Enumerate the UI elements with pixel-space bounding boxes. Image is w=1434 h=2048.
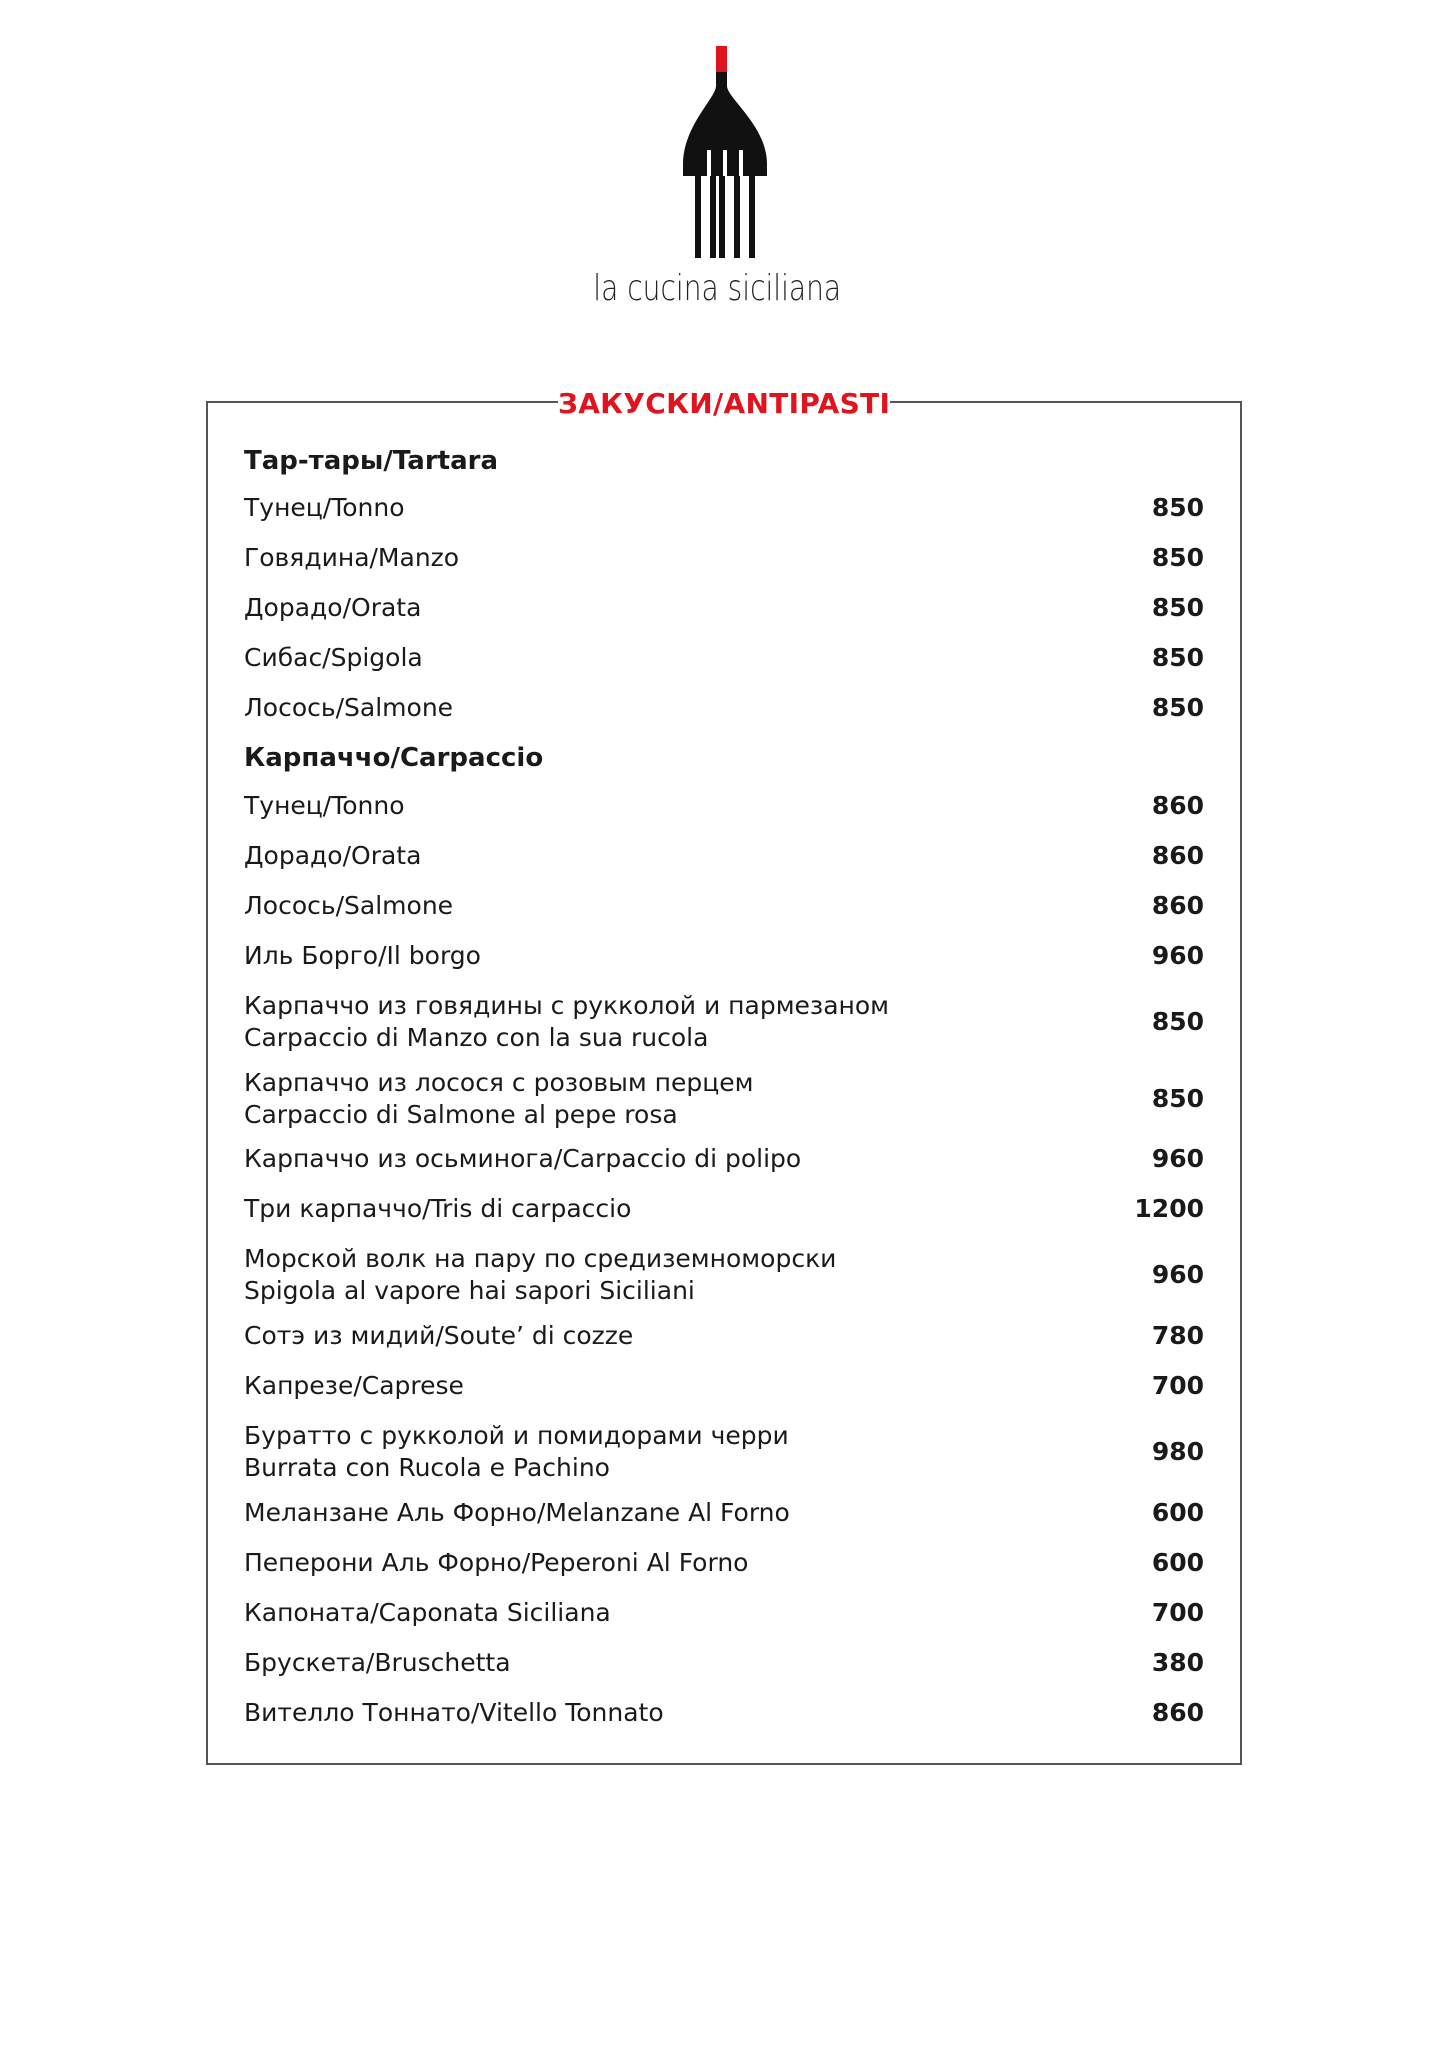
item-name: Морской волк на пару по средиземноморски — [244, 1244, 837, 1273]
item-name: Буратто с рукколой и помидорами черри — [244, 1421, 789, 1450]
fork-bottle-icon — [683, 46, 767, 258]
item-name: Капоната/Caponata Siciliana — [244, 1598, 611, 1627]
item-name: Вителло Тоннато/Vitello Tonnato — [244, 1698, 664, 1727]
item-name: Сотэ из мидий/Soute’ di cozze — [244, 1321, 634, 1350]
menu-item — [244, 542, 1204, 574]
menu-item — [244, 840, 1204, 872]
item-price: 850 — [1151, 543, 1204, 572]
item-name: Лосось/Salmone — [244, 693, 454, 722]
menu-item — [244, 642, 1204, 674]
item-price: 960 — [1151, 1144, 1204, 1173]
menu-item — [244, 1420, 1204, 1484]
section-title: ЗАКУСКИ/ANTIPASTI — [558, 384, 890, 424]
item-price: 700 — [1151, 1598, 1204, 1627]
item-name: Говядина/Manzo — [244, 543, 460, 572]
menu-item — [244, 1547, 1204, 1579]
menu-item — [244, 1193, 1204, 1225]
item-name: Иль Борго/Il borgo — [244, 941, 481, 970]
item-price: 700 — [1151, 1371, 1204, 1400]
item-price: 380 — [1151, 1648, 1204, 1677]
menu-item — [244, 790, 1204, 822]
item-name: Брускета/Bruschetta — [244, 1648, 511, 1677]
menu-item — [244, 692, 1204, 724]
item-name: Дорадо/Orata — [244, 841, 422, 870]
item-name-italian: Spigola al vapore hai sapori Siciliani — [244, 1276, 695, 1305]
item-price: 860 — [1151, 891, 1204, 920]
logo — [0, 0, 1434, 330]
category-title: Карпаччо/Carpaccio — [244, 743, 544, 773]
item-price: 860 — [1151, 791, 1204, 820]
menu-item — [244, 1320, 1204, 1352]
item-price: 850 — [1151, 1084, 1204, 1113]
menu-item — [244, 1647, 1204, 1679]
item-price: 600 — [1151, 1498, 1204, 1527]
item-price: 960 — [1151, 1260, 1204, 1289]
item-name: Три карпаччо/Tris di carpaccio — [244, 1194, 632, 1223]
item-name: Тунец/Tonno — [244, 791, 405, 820]
item-name: Меланзане Аль Форно/Melanzane Al Forno — [244, 1498, 790, 1527]
item-price: 960 — [1151, 941, 1204, 970]
item-name: Пеперони Аль Форно/Peperoni Al Forno — [244, 1548, 749, 1577]
menu-item — [244, 1497, 1204, 1529]
menu-item — [244, 1243, 1204, 1307]
item-name: Тунец/Tonno — [244, 493, 405, 522]
item-name-italian: Carpaccio di Manzo con la sua rucola — [244, 1023, 709, 1052]
item-name: Карпаччо из осьминога/Carpaccio di polipo — [244, 1144, 802, 1173]
item-price: 780 — [1151, 1321, 1204, 1350]
item-name: Дорадо/Orata — [244, 593, 422, 622]
item-price: 860 — [1151, 841, 1204, 870]
item-price: 600 — [1151, 1548, 1204, 1577]
item-price: 850 — [1151, 1007, 1204, 1036]
item-name: Капрезе/Caprese — [244, 1371, 464, 1400]
menu-item — [244, 492, 1204, 524]
item-price: 850 — [1151, 493, 1204, 522]
item-price: 850 — [1151, 593, 1204, 622]
item-name: Карпаччо из говядины с рукколой и пармезаном — [244, 991, 890, 1020]
menu-item — [244, 1597, 1204, 1629]
brand-name: la cucina siciliana — [593, 268, 842, 309]
menu-item — [244, 1143, 1204, 1175]
category-title: Тар-тары/Tartara — [244, 446, 499, 476]
menu-item — [244, 1697, 1204, 1729]
menu-item — [244, 990, 1204, 1054]
menu-item — [244, 890, 1204, 922]
item-name-italian: Burrata con Rucola e Pachino — [244, 1453, 610, 1482]
item-price: 860 — [1151, 1698, 1204, 1727]
menu-item — [244, 1370, 1204, 1402]
menu-item — [244, 592, 1204, 624]
item-name: Лосось/Salmone — [244, 891, 454, 920]
item-price: 1200 — [1134, 1194, 1204, 1223]
item-price: 980 — [1151, 1437, 1204, 1466]
item-name: Сибас/Spigola — [244, 643, 423, 672]
item-price: 850 — [1151, 693, 1204, 722]
item-name-italian: Carpaccio di Salmone al pepe rosa — [244, 1100, 678, 1129]
menu-item — [244, 1067, 1204, 1131]
item-name: Карпаччо из лосося с розовым перцем — [244, 1068, 754, 1097]
menu-item — [244, 940, 1204, 972]
item-price: 850 — [1151, 643, 1204, 672]
